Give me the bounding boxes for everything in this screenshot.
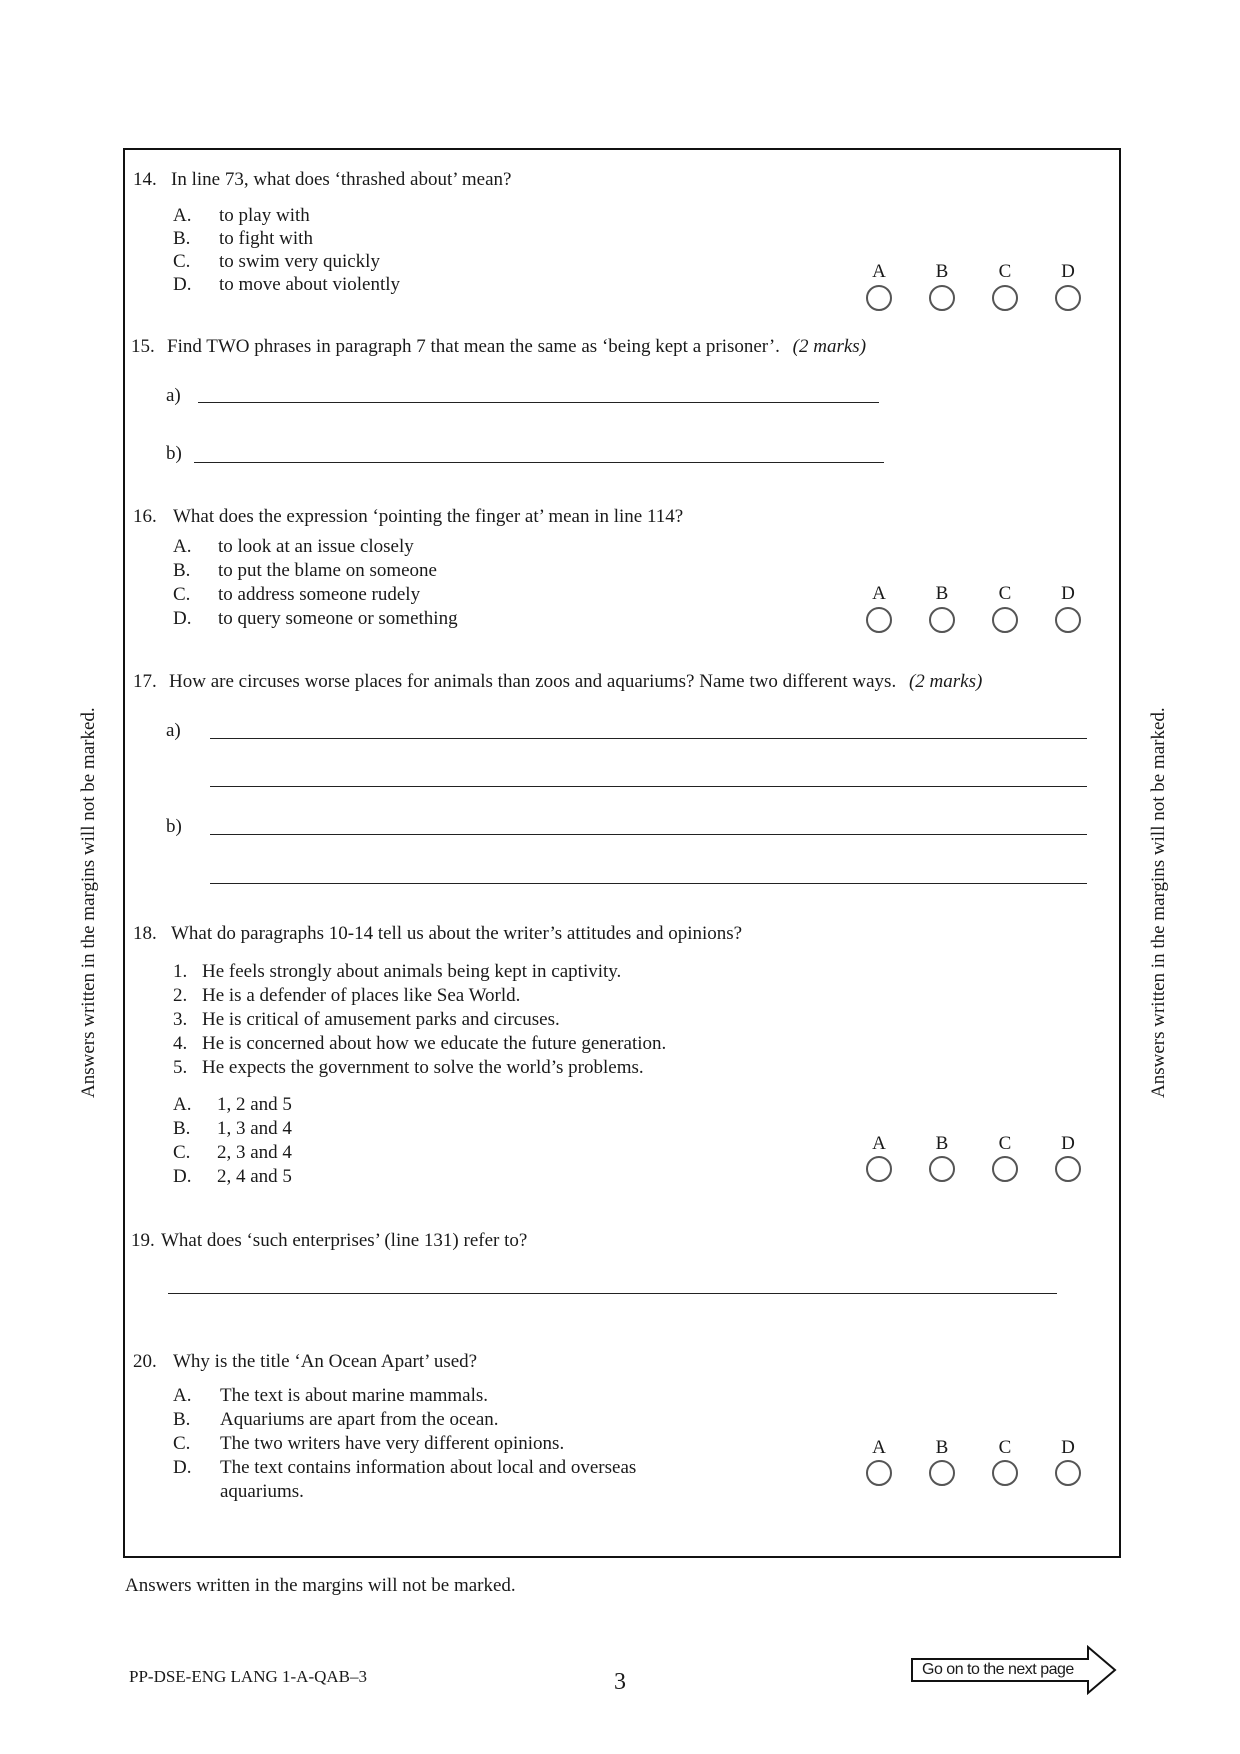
option-text: to fight with bbox=[219, 228, 313, 249]
option-text: 1, 3 and 4 bbox=[217, 1118, 292, 1139]
choice-label-b: B bbox=[935, 261, 949, 282]
answer-bubble-a[interactable] bbox=[866, 1156, 892, 1182]
question-text: Why is the title ‘An Ocean Apart’ used? bbox=[173, 1351, 478, 1372]
option-letter: C. bbox=[173, 1142, 191, 1163]
statement-number: 4. bbox=[173, 1033, 188, 1054]
choice-label-d: D bbox=[1061, 261, 1075, 282]
option-text: The text contains information about local and overseas bbox=[220, 1457, 637, 1478]
option-text: to address someone rudely bbox=[218, 584, 421, 605]
question-number: 20. bbox=[133, 1351, 157, 1372]
choice-label-a: A bbox=[872, 583, 886, 604]
statement-text: He is concerned about how we educate the future generation. bbox=[202, 1033, 667, 1054]
question-number: 19. bbox=[131, 1230, 155, 1251]
option-letter: C. bbox=[173, 251, 191, 272]
choice-label-b: B bbox=[935, 583, 949, 604]
statement-number: 2. bbox=[173, 985, 188, 1006]
left-margin-note: Answers written in the margins will not be marked. bbox=[78, 707, 99, 1098]
choice-label-d: D bbox=[1061, 1437, 1075, 1458]
answer-line-b2[interactable] bbox=[210, 883, 1087, 884]
choice-label-c: C bbox=[998, 1437, 1012, 1458]
option-letter: A. bbox=[173, 205, 192, 226]
statement-number: 3. bbox=[173, 1009, 188, 1030]
option-text: to move about violently bbox=[219, 274, 401, 295]
answer-bubble-c[interactable] bbox=[992, 285, 1018, 311]
answer-bubble-a[interactable] bbox=[866, 1460, 892, 1486]
part-b-label: b) bbox=[166, 443, 182, 464]
question-text: What does ‘such enterprises’ (line 131) refer to? bbox=[161, 1230, 528, 1251]
choice-label-a: A bbox=[872, 261, 886, 282]
choice-label-c: C bbox=[998, 261, 1012, 282]
option-letter: B. bbox=[173, 228, 191, 249]
statement-text: He is critical of amusement parks and circuses. bbox=[202, 1009, 560, 1030]
answer-bubble-a[interactable] bbox=[866, 285, 892, 311]
next-page-label: Go on to the next page bbox=[922, 1661, 1074, 1678]
option-text: to put the blame on someone bbox=[218, 560, 437, 581]
option-letter: A. bbox=[173, 536, 192, 557]
option-letter: D. bbox=[173, 274, 192, 295]
option-text: Aquariums are apart from the ocean. bbox=[220, 1409, 499, 1430]
question-text bbox=[167, 336, 866, 358]
question-text-body: Find TWO phrases in paragraph 7 that mean the same as ‘being kept a prisoner’. bbox=[167, 336, 780, 357]
question-text-body: How are circuses worse places for animals than zoos and aquariums? Name two different ways. bbox=[169, 671, 897, 692]
page-number: 3 bbox=[614, 1669, 626, 1695]
answer-line-b[interactable] bbox=[194, 462, 884, 463]
answer-bubble-d[interactable] bbox=[1055, 1156, 1081, 1182]
marks-label: (2 marks) bbox=[908, 671, 983, 692]
question-number: 14. bbox=[133, 169, 157, 190]
answer-bubble-d[interactable] bbox=[1055, 285, 1081, 311]
question-text: What does the expression ‘pointing the finger at’ mean in line 114? bbox=[173, 506, 684, 527]
question-text: What do paragraphs 10-14 tell us about the writer’s attitudes and opinions? bbox=[171, 923, 743, 944]
option-letter: D. bbox=[173, 1166, 192, 1187]
answer-box bbox=[123, 148, 1121, 1558]
option-text: The two writers have very different opinions. bbox=[220, 1433, 565, 1454]
choice-label-a: A bbox=[872, 1437, 886, 1458]
answer-bubble-b[interactable] bbox=[929, 1460, 955, 1486]
option-letter: B. bbox=[173, 1409, 191, 1430]
option-text: to query someone or something bbox=[218, 608, 458, 629]
part-a-label: a) bbox=[166, 720, 181, 741]
option-text: to swim very quickly bbox=[219, 251, 380, 272]
option-letter: C. bbox=[173, 1433, 191, 1454]
option-text: to play with bbox=[219, 205, 310, 226]
answer-bubble-d[interactable] bbox=[1055, 1460, 1081, 1486]
option-text: to look at an issue closely bbox=[218, 536, 414, 557]
answer-bubble-d[interactable] bbox=[1055, 607, 1081, 633]
option-letter: B. bbox=[173, 560, 191, 581]
question-number: 18. bbox=[133, 923, 157, 944]
choice-label-c: C bbox=[998, 583, 1012, 604]
answer-line-b1[interactable] bbox=[210, 834, 1087, 835]
answer-line[interactable] bbox=[168, 1293, 1057, 1294]
option-text: 2, 3 and 4 bbox=[217, 1142, 292, 1163]
part-b-label: b) bbox=[166, 816, 182, 837]
question-number: 17. bbox=[133, 671, 157, 692]
option-text: The text is about marine mammals. bbox=[220, 1385, 489, 1406]
answer-line-a2[interactable] bbox=[210, 786, 1087, 787]
answer-bubble-a[interactable] bbox=[866, 607, 892, 633]
option-letter: A. bbox=[173, 1094, 192, 1115]
statement-text: He is a defender of places like Sea World. bbox=[202, 985, 521, 1006]
option-letter: A. bbox=[173, 1385, 192, 1406]
choice-label-b: B bbox=[935, 1437, 949, 1458]
question-number: 15. bbox=[131, 336, 155, 357]
option-letter: D. bbox=[173, 608, 192, 629]
question-number: 16. bbox=[133, 506, 157, 527]
paper-code: PP-DSE-ENG LANG 1-A-QAB–3 bbox=[129, 1667, 367, 1686]
answer-bubble-b[interactable] bbox=[929, 285, 955, 311]
part-a-label: a) bbox=[166, 385, 181, 406]
option-text: 2, 4 and 5 bbox=[217, 1166, 292, 1187]
statement-text: He expects the government to solve the world’s problems. bbox=[202, 1057, 644, 1078]
answer-bubble-c[interactable] bbox=[992, 607, 1018, 633]
next-page-arrow[interactable] bbox=[910, 1645, 1118, 1695]
answer-bubble-c[interactable] bbox=[992, 1156, 1018, 1182]
bottom-margin-note: Answers written in the margins will not be marked. bbox=[125, 1575, 516, 1596]
choice-label-d: D bbox=[1061, 1133, 1075, 1154]
option-letter: B. bbox=[173, 1118, 191, 1139]
choice-label-d: D bbox=[1061, 583, 1075, 604]
option-letter: C. bbox=[173, 584, 191, 605]
choice-label-c: C bbox=[998, 1133, 1012, 1154]
statement-number: 5. bbox=[173, 1057, 188, 1078]
answer-line-a1[interactable] bbox=[210, 738, 1087, 739]
statement-number: 1. bbox=[173, 961, 188, 982]
option-letter: D. bbox=[173, 1457, 192, 1478]
question-text: In line 73, what does ‘thrashed about’ mean? bbox=[171, 169, 512, 190]
answer-bubble-b[interactable] bbox=[929, 607, 955, 633]
answer-bubble-c[interactable] bbox=[992, 1460, 1018, 1486]
right-margin-note: Answers written in the margins will not be marked. bbox=[1148, 707, 1169, 1098]
question-text bbox=[169, 671, 982, 693]
choice-label-b: B bbox=[935, 1133, 949, 1154]
option-text-continued: aquariums. bbox=[220, 1481, 304, 1502]
option-text: 1, 2 and 5 bbox=[217, 1094, 292, 1115]
marks-label: (2 marks) bbox=[792, 336, 867, 357]
answer-bubble-b[interactable] bbox=[929, 1156, 955, 1182]
statement-text: He feels strongly about animals being kept in captivity. bbox=[202, 961, 622, 982]
choice-label-a: A bbox=[872, 1133, 886, 1154]
answer-line-a[interactable] bbox=[198, 402, 879, 403]
